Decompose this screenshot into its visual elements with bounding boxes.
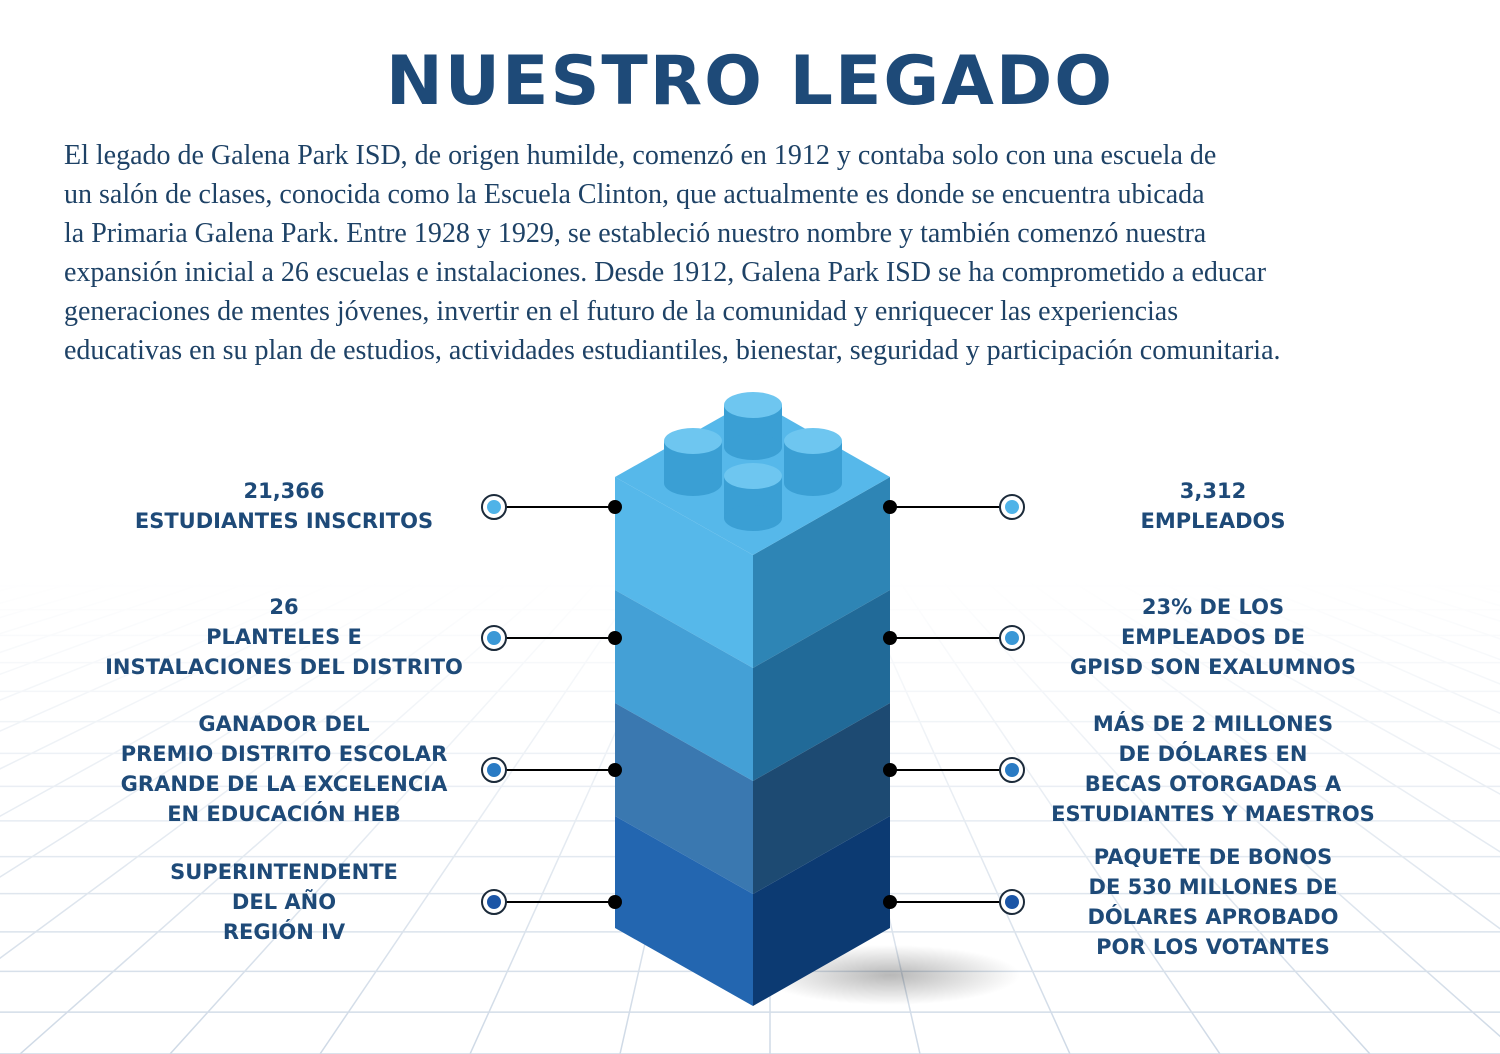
stat-line: MÁS DE 2 MILLONES [1092, 712, 1334, 736]
page-title: NUESTRO LEGADO [385, 42, 1115, 121]
stat-line: PREMIO DISTRITO ESCOLAR [120, 742, 448, 766]
stat-line: EMPLEADOS DE [1120, 625, 1306, 649]
intro-line: El legado de Galena Park ISD, de origen humilde, comenzó en 1912 y contaba solo con una escuela de [64, 140, 1217, 171]
stat-line: DE DÓLARES EN [1118, 742, 1308, 766]
stat-line: REGIÓN IV [222, 920, 346, 944]
stat-line: POR LOS VOTANTES [1096, 935, 1330, 959]
stat-line: DE 530 MILLONES DE [1088, 875, 1338, 899]
stat-heb-award [74, 709, 494, 829]
stat-line: GRANDE DE LA EXCELENCIA [120, 772, 448, 796]
anchor-dot-left [608, 895, 622, 909]
intro-line: la Primaria Galena Park. Entre 1928 y 1929, se estableció nuestro nombre y también comenzó nuestra [64, 218, 1207, 249]
anchor-dot-right [883, 500, 897, 514]
stat-line: 21,366 [243, 479, 325, 503]
stat-alumni-employees [1003, 592, 1423, 682]
stat-line: EMPLEADOS [1140, 509, 1286, 533]
stat-line: 3,312 [1179, 479, 1247, 503]
stat-line: DÓLARES APROBADO [1087, 905, 1339, 929]
stat-line: GANADOR DEL [198, 712, 370, 736]
stud-right [784, 428, 842, 496]
stat-bond-package [1003, 842, 1423, 962]
anchor-dot-left [608, 500, 622, 514]
stat-line: INSTALACIONES DEL DISTRITO [105, 655, 463, 679]
anchor-dot-left [608, 763, 622, 777]
intro-line: expansión inicial a 26 escuelas e instalaciones. Desde 1912, Galena Park ISD se ha comprometido a educar [64, 257, 1267, 288]
stat-line: PAQUETE DE BONOS [1093, 845, 1333, 869]
stat-line: GPISD SON EXALUMNOS [1069, 655, 1357, 679]
stat-employees [1003, 476, 1423, 536]
stud-back [724, 392, 782, 460]
stat-superintendent [74, 857, 494, 947]
stat-line: DEL AÑO [231, 890, 337, 914]
stat-line: 26 [269, 595, 299, 619]
stat-line: SUPERINTENDENTE [170, 860, 398, 884]
anchor-dot-right [883, 895, 897, 909]
intro-line: educativas en su plan de estudios, actividades estudiantiles, bienestar, seguridad y participación comunitaria. [64, 335, 1281, 366]
anchor-dot-left [608, 631, 622, 645]
stat-line: EN EDUCACIÓN HEB [167, 802, 401, 826]
stud-front [724, 463, 782, 531]
stud-left [664, 428, 722, 496]
anchor-dot-right [883, 631, 897, 645]
stat-line: PLANTELES E [206, 625, 362, 649]
stat-line: BECAS OTORGADAS A [1084, 772, 1342, 796]
stat-scholarships [1003, 709, 1423, 829]
stat-line: ESTUDIANTES Y MAESTROS [1051, 802, 1375, 826]
stat-line: 23% DE LOS [1141, 595, 1285, 619]
anchor-dot-right [883, 763, 897, 777]
intro-line: un salón de clases, conocida como la Escuela Clinton, que actualmente es donde se encuentra ubicada [64, 179, 1205, 210]
stat-enrolled-students [74, 476, 494, 536]
stat-campuses [74, 592, 494, 682]
intro-line: generaciones de mentes jóvenes, invertir en el futuro de la comunidad y enriquecer las experiencias [64, 296, 1179, 327]
stat-line: ESTUDIANTES INSCRITOS [134, 509, 434, 533]
